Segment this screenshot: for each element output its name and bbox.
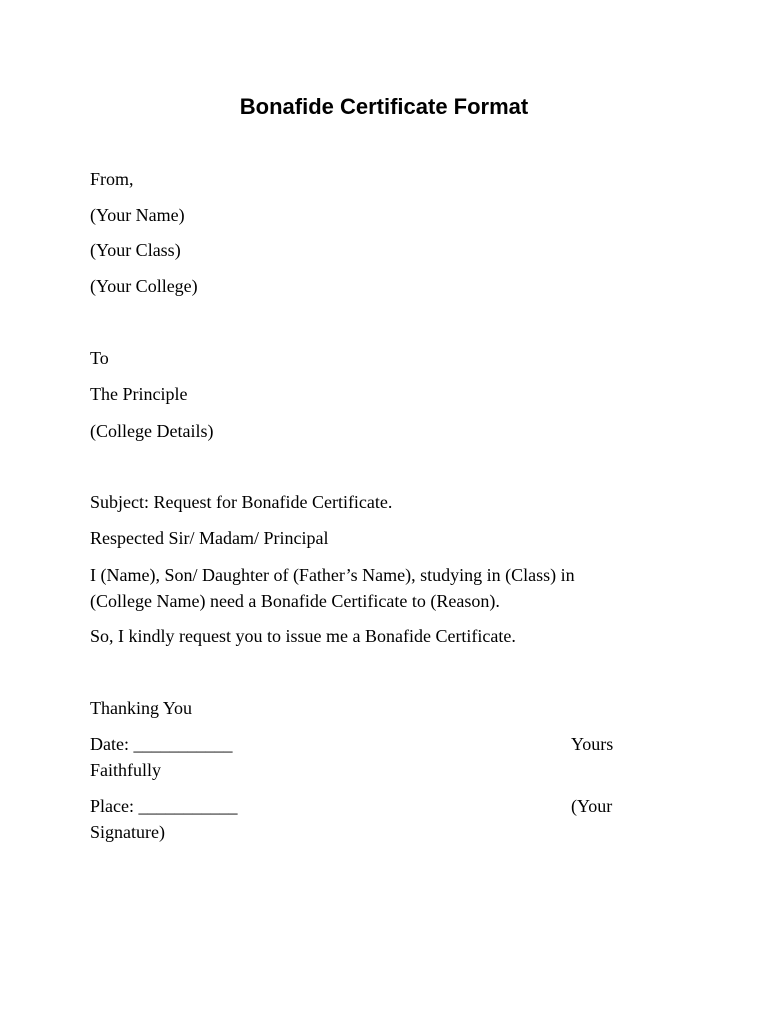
to-label: To bbox=[90, 348, 109, 368]
sender-name: (Your Name) bbox=[90, 205, 185, 225]
body-line-1: I (Name), Son/ Daughter of (Father’s Name), studying in (Class) in bbox=[90, 565, 575, 585]
faithfully-word: Faithfully bbox=[90, 760, 161, 780]
sender-class: (Your Class) bbox=[90, 240, 181, 260]
request-line: So, I kindly request you to issue me a Bonafide Certificate. bbox=[90, 626, 516, 646]
yours-word: Yours bbox=[571, 734, 614, 754]
recipient-details: (College Details) bbox=[90, 421, 214, 441]
body-line-2: (College Name) need a Bonafide Certificate to (Reason). bbox=[90, 591, 500, 611]
from-label: From, bbox=[90, 169, 134, 189]
place-field: Place: ___________ bbox=[90, 796, 238, 816]
document-title: Bonafide Certificate Format bbox=[239, 94, 529, 119]
date-field: Date: ___________ bbox=[90, 734, 233, 754]
closing: Thanking You bbox=[90, 698, 193, 718]
sender-college: (Your College) bbox=[90, 276, 198, 296]
salutation: Respected Sir/ Madam/ Principal bbox=[90, 528, 329, 548]
subject-line: Subject: Request for Bonafide Certificate. bbox=[90, 492, 393, 512]
signature-word: Signature) bbox=[90, 822, 165, 842]
recipient: The Principle bbox=[90, 384, 188, 404]
your-signature-prefix: (Your bbox=[571, 796, 613, 816]
